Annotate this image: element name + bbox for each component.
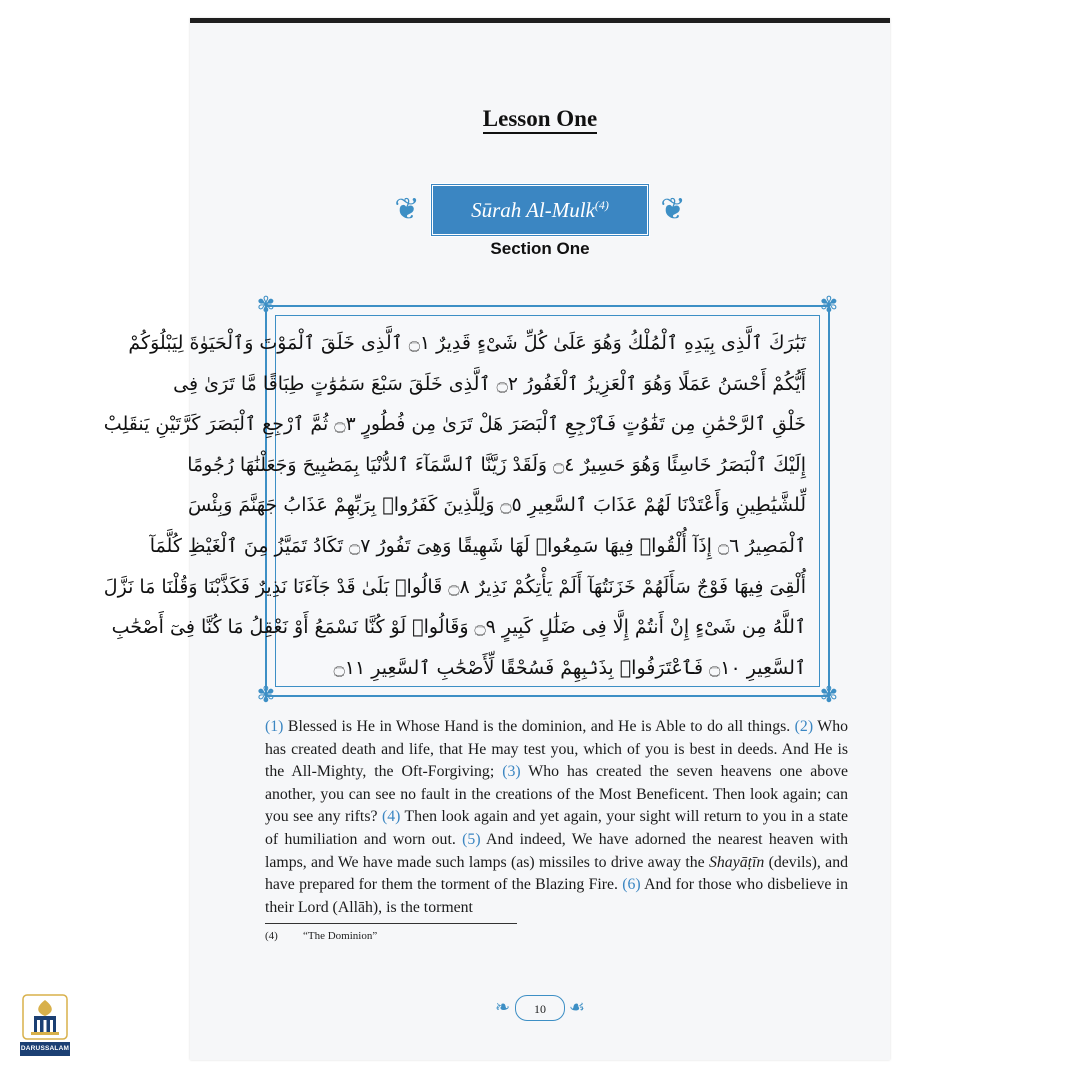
footnote-text: “The Dominion” — [303, 930, 378, 942]
footnote-number: (4) — [265, 930, 278, 942]
publisher-logo-icon — [22, 994, 68, 1040]
book-page — [103, 18, 890, 1060]
arabic-line: أَيُّكُمْ أَحْسَنُ عَمَلًا وَهُوَ ٱلْعَزِيزُ ٱلْغَفُورُ ۝٢ ٱلَّذِى خَلَقَ سَبْعَ سَمَٰوَٰتٍ طِبَاقًا مَّا تَرَىٰ فِى — [173, 372, 806, 395]
verse-text: Blessed is He in Whose Hand is the dominion, and He is Able to do all things. — [283, 718, 795, 735]
corner-ornament-icon: ✾ — [819, 293, 839, 318]
page-number-ornament-right-icon: ☙ — [568, 997, 585, 1018]
verse-text: And for those who disbelieve in their Lord (Allāh), is the torment — [265, 876, 848, 916]
arabic-line: تَبَٰرَكَ ٱلَّذِى بِيَدِهِ ٱلْمُلْكُ وَهُوَ عَلَىٰ كُلِّ شَىْءٍ قَدِيرٌ ۝١ ٱلَّذِى خَلَقَ ٱلْمَوْتَ وَٱلْحَيَوٰةَ لِيَبْلُوَكُمْ — [128, 332, 806, 354]
verse-italic-term: Shayāṭīn — [709, 853, 765, 871]
arabic-line: لِّلشَّيَٰطِينِ وَأَعْتَدْنَا لَهُمْ عَذَابَ ٱلسَّعِيرِ ۝٥ وَلِلَّذِينَ كَفَرُوا۟ بِرَبِّهِمْ عَذَابُ جَهَنَّمَ وَبِئْسَ — [187, 494, 806, 517]
logo-text: DARUSSALAM — [20, 1042, 70, 1056]
verse-number: (6) — [622, 876, 641, 894]
corner-ornament-icon: ✾ — [819, 683, 839, 708]
surah-footnote-ref: (4) — [594, 197, 609, 212]
surah-banner — [394, 183, 686, 237]
arabic-line: ٱلْمَصِيرُ ۝٦ إِذَآ أُلْقُوا۟ فِيهَا سَمِعُوا۟ لَهَا شَهِيقًا وَهِىَ تَفُورُ ۝٧ تَكَادُ تَمَيَّزُ مِنَ ٱلْغَيْظِ كُلَّمَآ — [149, 534, 806, 557]
verse-text: Who has created death and life, that He may test you, which of you is best in deeds. And He is the All-Mighty, the Oft-Forgiving; — [265, 718, 848, 781]
verse-number: (3) — [502, 763, 521, 781]
arabic-line: إِلَيْكَ ٱلْبَصَرُ خَاسِئًا وَهُوَ حَسِيرٌ ۝٤ وَلَقَدْ زَيَّنَّا ٱلسَّمَآءَ ٱلدُّنْيَا بِمَصَٰبِيحَ وَجَعَلْنَٰهَا رُجُومًا — [187, 453, 806, 476]
surah-name — [471, 198, 609, 223]
corner-ornament-icon: ✾ — [256, 293, 276, 318]
corner-ornament-icon: ✾ — [256, 683, 276, 708]
page-number: 10 — [515, 995, 565, 1021]
verse-number: (5) — [462, 830, 481, 848]
banner-ornament-right-icon: ❦ — [660, 192, 686, 227]
arabic-line: ٱللَّهُ مِن شَىْءٍ إِنْ أَنتُمْ إِلَّا فِى ضَلَٰلٍ كَبِيرٍ ۝٩ وَقَالُوا۟ لَوْ كُنَّا نَسْمَعُ أَوْ نَعْقِلُ مَا كُنَّا فِىٓ أَصْحَٰبِ — [111, 616, 806, 639]
arabic-text-frame — [103, 293, 839, 708]
footnote — [265, 930, 377, 942]
arabic-verses — [103, 323, 806, 688]
page-number-ornament — [495, 995, 585, 1021]
surah-name-text: Sūrah Al-Mulk — [471, 197, 595, 222]
arabic-line: أُلْقِىَ فِيهَا فَوْجٌ سَأَلَهُمْ خَزَنَتُهَآ أَلَمْ يَأْتِكُمْ نَذِيرٌ ۝٨ قَالُوا۟ بَلَىٰ قَدْ جَآءَنَا نَذِيرٌ فَكَذَّبْنَا وَقُلْنَا مَا نَزَّلَ — [103, 575, 806, 598]
verse-text: Then look again and yet again, your sight will return to you in a state of humiliation and worn out. — [265, 808, 849, 848]
verse-number: (2) — [794, 718, 814, 735]
arabic-line: خَلْقِ ٱلرَّحْمَٰنِ مِن تَفَٰوُتٍ فَٱرْجِعِ ٱلْبَصَرَ هَلْ تَرَىٰ مِن فُطُورٍ ۝٣ ثُمَّ ٱرْجِعِ ٱلْبَصَرَ كَرَّتَيْنِ يَنقَلِبْ — [103, 413, 806, 436]
darussalam-logo — [20, 994, 70, 1058]
verse-number: (4) — [381, 808, 401, 826]
banner-ornament-left-icon: ❦ — [394, 192, 420, 227]
lesson-title-text: Lesson One — [483, 106, 597, 134]
verse-text: (devils), and have prepared for them the torment of the Blazing Fire. — [265, 853, 848, 894]
verse-number: (1) — [265, 718, 284, 735]
footnote-divider — [265, 923, 517, 924]
section-title: Section One — [490, 239, 590, 258]
arabic-line: ٱلسَّعِيرِ ۝١٠ فَٱعْتَرَفُوا۟ بِذَنۢبِهِمْ فَسُحْقًا لِّأَصْحَٰبِ ٱلسَّعِيرِ ۝١١ — [333, 656, 806, 679]
english-translation — [265, 716, 848, 919]
page-top-edge — [190, 18, 890, 23]
verse-text: And indeed, We have adorned the nearest heaven with lamps, and We have made such lamps (as) missiles to drive away the — [265, 830, 849, 871]
surah-title-box — [430, 183, 650, 237]
page-number-ornament-left-icon: ❧ — [495, 997, 511, 1018]
verse-text: Who has created the seven heavens one above another, you can see no fault in the creations of the Most Beneficent. Then look again; can you see any rifts? — [265, 763, 848, 826]
lesson-title — [190, 106, 890, 132]
